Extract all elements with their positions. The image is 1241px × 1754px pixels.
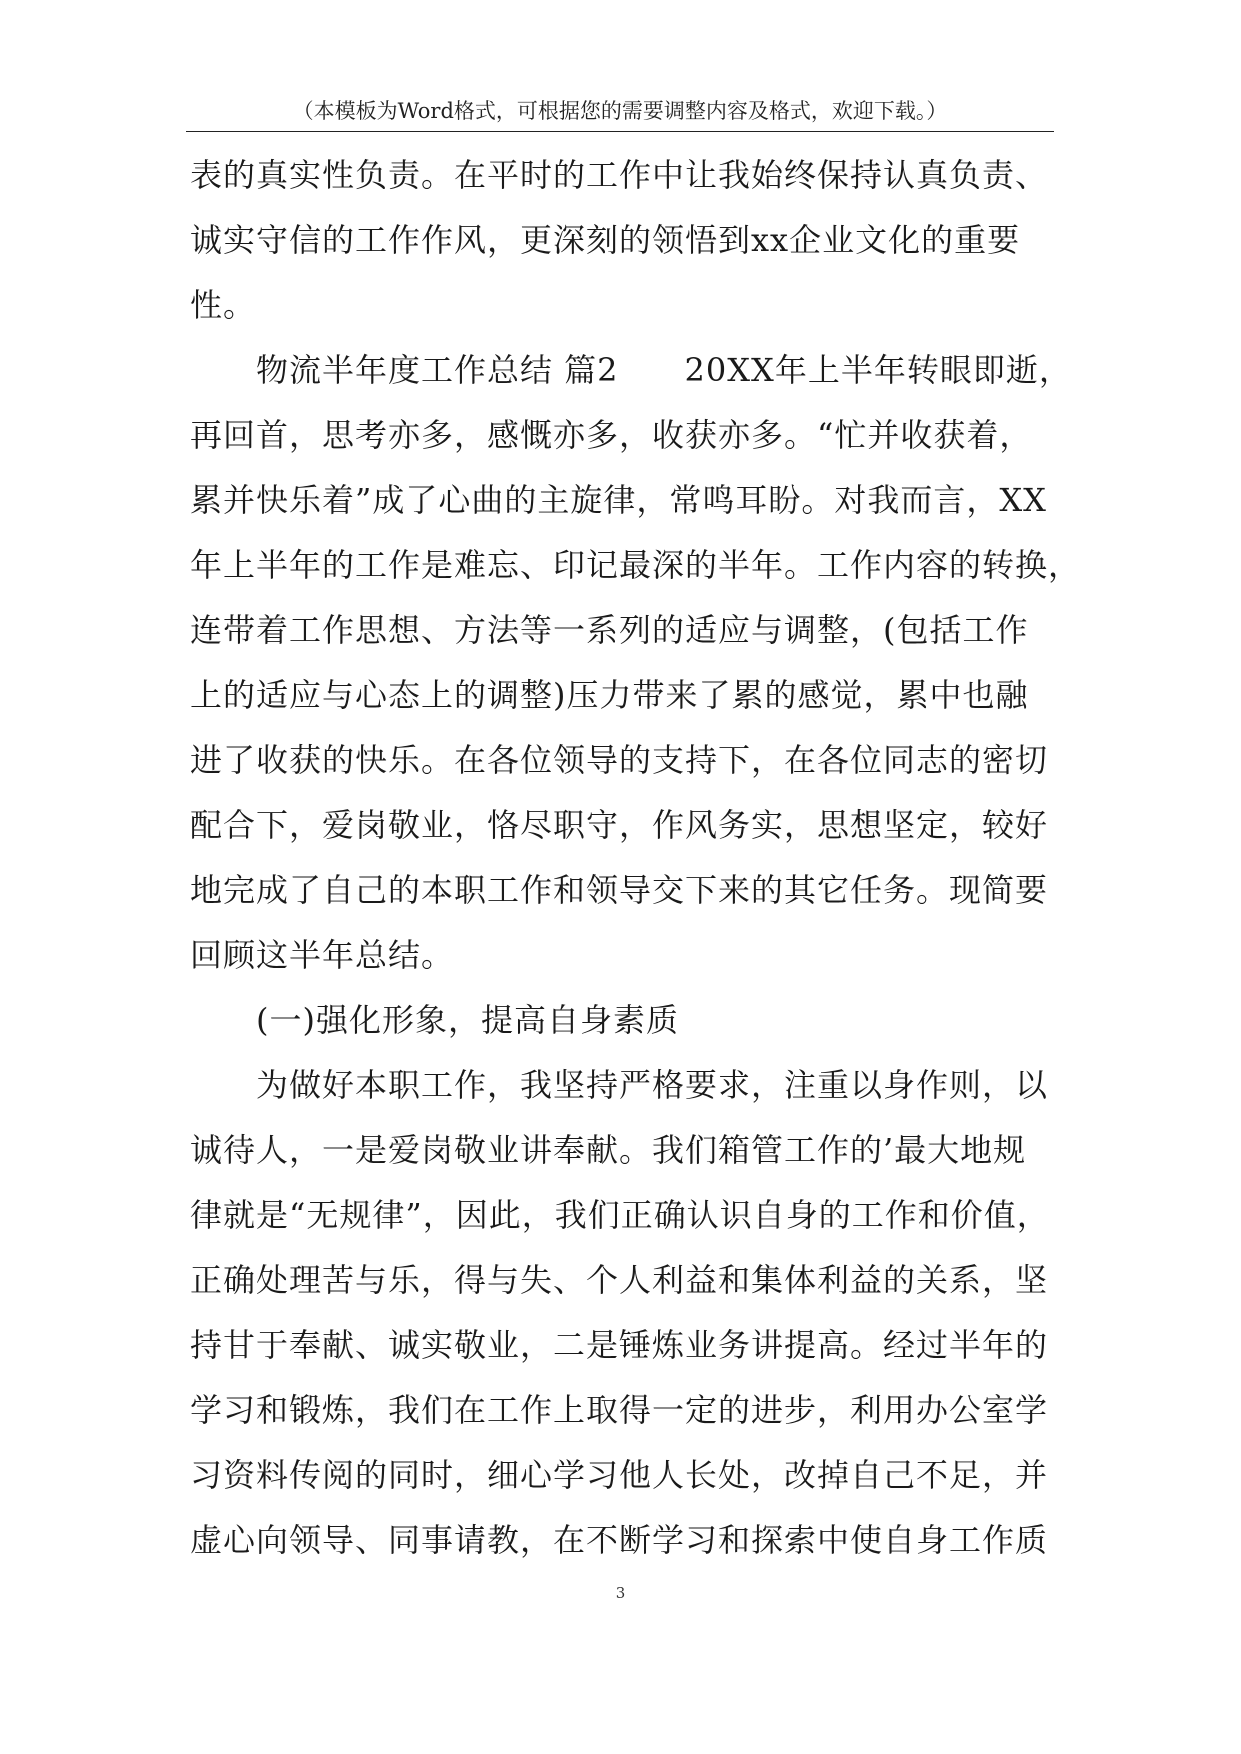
header-divider — [186, 131, 1054, 132]
text-line: 律就是“无规律”，因此，我们正确认识自身的工作和价值， — [190, 1196, 1050, 1234]
page-number: 3 — [615, 1584, 626, 1602]
document-body — [190, 143, 1082, 1573]
text-line: 表的真实性负责。在平时的工作中让我始终保持认真负责、 — [190, 156, 1049, 194]
text-line: 年上半年的工作是难忘、印记最深的半年。工作内容的转换， — [190, 546, 1082, 584]
text-line: 学习和锻炼，我们在工作上取得一定的进步，利用办公室学 — [190, 1391, 1049, 1429]
text-line: 累并快乐着”成了心曲的主旋律，常鸣耳盼。对我而言，XX — [190, 481, 1047, 519]
text-line: 回顾这半年总结。 — [190, 936, 455, 974]
text-line: 性。 — [190, 286, 257, 324]
text-line: 持甘于奉献、诚实敬业，二是锤炼业务讲提高。经过半年的 — [190, 1326, 1049, 1364]
text-line: 虚心向领导、同事请教，在不断学习和探索中使自身工作质 — [190, 1521, 1049, 1559]
text-line: 地完成了自己的本职工作和领导交下来的其它任务。现简要 — [190, 871, 1049, 909]
text-line: 习资料传阅的同时，细心学习他人长处，改掉自己不足，并 — [190, 1456, 1049, 1494]
subheading-line: (一)强化形象，提高自身素质 — [256, 1001, 679, 1039]
text-line: 再回首，思考亦多，感慨亦多，收获亦多。“忙并收获着， — [190, 416, 1033, 454]
text-line: 进了收获的快乐。在各位领导的支持下，在各位同志的密切 — [190, 741, 1049, 779]
text-line: 正确处理苦与乐，得与失、个人利益和集体利益的关系，坚 — [190, 1261, 1049, 1299]
template-note-header: （本模板为Word格式，可根据您的需要调整内容及格式，欢迎下载。） — [292, 99, 948, 123]
text-line: 配合下，爱岗敬业，恪尽职守，作风务实，思想坚定，较好 — [190, 806, 1049, 844]
text-line: 诚实守信的工作作风，更深刻的领悟到xx企业文化的重要 — [190, 221, 1021, 259]
text-line: 诚待人，一是爱岗敬业讲奉献。我们箱管工作的’最大地规 — [190, 1131, 1027, 1169]
section-title-line: 物流半年度工作总结 篇2 20XX年上半年转眼即逝， — [256, 351, 1072, 389]
text-line: 上的适应与心态上的调整)压力带来了累的感觉，累中也融 — [190, 676, 1029, 714]
text-line: 连带着工作思想、方法等一系列的适应与调整，(包括工作 — [190, 611, 1029, 649]
text-line: 为做好本职工作，我坚持严格要求，注重以身作则，以 — [256, 1066, 1049, 1104]
